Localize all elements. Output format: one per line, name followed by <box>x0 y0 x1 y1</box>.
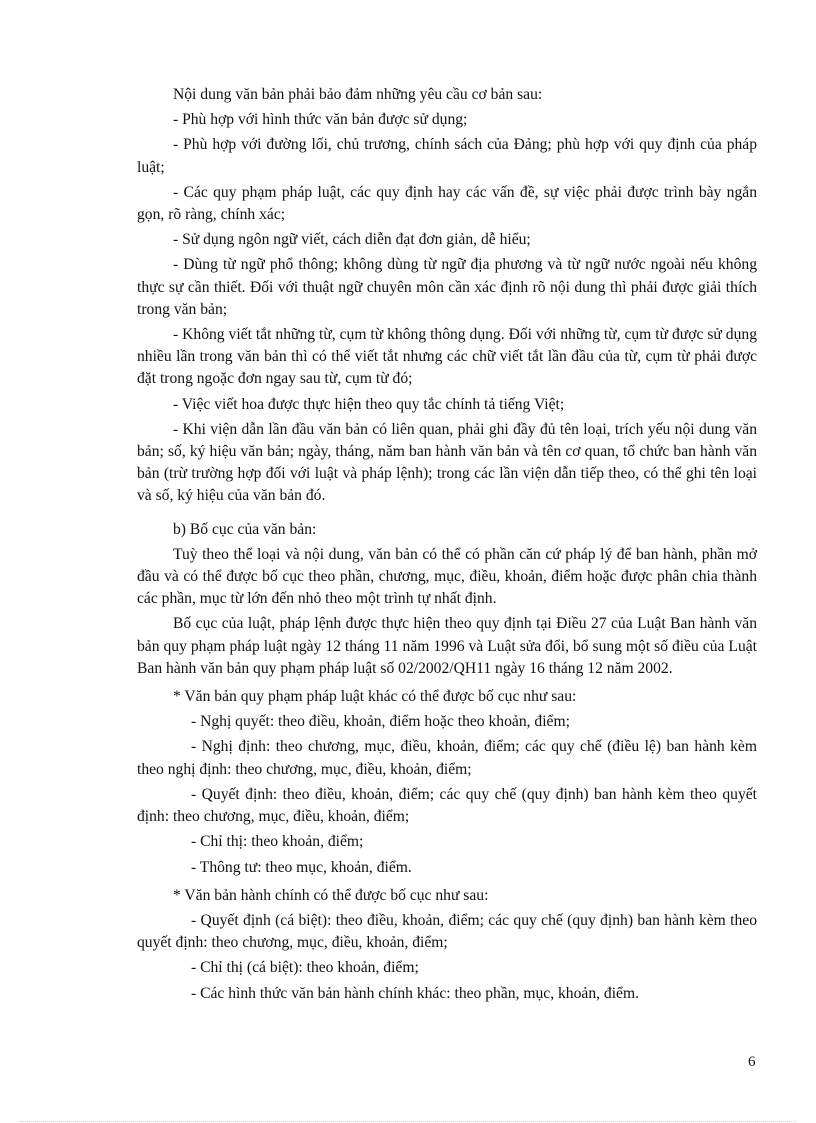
list-item: - Dùng từ ngữ phổ thông; không dùng từ ngữ địa phương và từ ngữ nước ngoài nếu không thực sự cần thiết. Đối với thuật ngữ chuyên môn cần xác định rõ nội dung thì phải được giải thích trong văn bản; <box>137 256 757 318</box>
subsection-heading: * Văn bản hành chính có thể được bố cục như sau: <box>173 886 489 904</box>
list-item: - Không viết tắt những từ, cụm từ không thông dụng. Đối với những từ, cụm từ được sử dụng nhiều lần trong văn bản thì có thể viết tắt nhưng các chữ viết tắt lần đầu của từ, cụm từ phải được đặt trong ngoặc đơn ngay sau từ, cụm từ đó; <box>137 326 757 388</box>
list-item: - Phù hợp với hình thức văn bản được sử dụng; <box>173 111 468 129</box>
list-item: - Nghị định: theo chương, mục, điều, khoản, điểm; các quy chế (điều lệ) ban hành kèm theo nghị định: theo chương, mục, điều, khoản, điểm; <box>137 738 757 778</box>
subsection-heading: * Văn bản quy phạm pháp luật khác có thể được bố cục như sau: <box>173 688 577 706</box>
list-item: - Quyết định: theo điều, khoản, điểm; các quy chế (quy định) ban hành kèm theo quyết định: theo chương, mục, điều, khoản, điểm; <box>137 785 757 826</box>
list-item: - Sử dụng ngôn ngữ viết, cách diễn đạt đơn giản, dễ hiểu; <box>173 231 531 249</box>
list-item: - Chỉ thị: theo khoản, điểm; <box>191 833 364 851</box>
list-item: - Các hình thức văn bản hành chính khác: theo phần, mục, khoản, điểm. <box>191 984 639 1002</box>
list-item: - Chỉ thị (cá biệt): theo khoản, điểm; <box>191 959 419 977</box>
list-item: - Nghị quyết: theo điều, khoản, điểm hoặc theo khoản, điểm; <box>191 713 570 731</box>
paragraph: Bố cục của luật, pháp lệnh được thực hiện theo quy định tại Điều 27 của Luật Ban hành văn bản quy phạm pháp luật ngày 12 tháng 11 năm 1996 và Luật sửa đổi, bổ sung một số điều của Luật Ban hành văn bản quy phạm pháp luật số 02/2002/QH11 ngày 16 tháng 12 năm 2002. <box>137 615 757 677</box>
list-item: - Khi viện dẫn lần đầu văn bản có liên quan, phải ghi đầy đủ tên loại, trích yếu nội dung văn bản; số, ký hiệu văn bản; ngày, tháng, năm ban hành văn bản và tên cơ quan, tổ chức ban hành văn bản (trừ trường hợp đối với luật và pháp lệnh); trong các lần viện dẫn tiếp theo, có thể ghi tên loại và số, ký hiệu của văn bản đó. <box>137 420 757 505</box>
list-item: - Việc viết hoa được thực hiện theo quy tắc chính tả tiếng Việt; <box>173 395 565 413</box>
list-item: - Các quy phạm pháp luật, các quy định hay các vấn đề, sự việc phải được trình bày ngắn gọn, rõ ràng, chính xác; <box>137 183 757 224</box>
page-number: 6 <box>748 1054 756 1070</box>
list-item: - Quyết định (cá biệt): theo điều, khoản, điểm; các quy chế (quy định) ban hành kèm theo quyết định: theo chương, mục, điều, khoản, điểm; <box>137 911 757 952</box>
document-body <box>137 84 757 1008</box>
paragraph: Tuỳ theo thể loại và nội dung, văn bản có thể có phần căn cứ pháp lý để ban hành, phần mở đầu và có thể được bố cục theo phần, chương, mục, điều, khoản, điểm hoặc được phân chia thành các phần, mục từ lớn đến nhỏ theo một trình tự nhất định. <box>137 545 757 608</box>
section-heading: b) Bố cục của văn bản: <box>173 520 317 538</box>
paragraph-intro: Nội dung văn bản phải bảo đảm những yêu cầu cơ bản sau: <box>173 86 543 103</box>
list-item: - Phù hợp với đường lối, chủ trương, chính sách của Đảng; phù hợp với quy định của pháp luật; <box>137 136 757 176</box>
page-bottom-divider <box>20 1121 796 1122</box>
list-item: - Thông tư: theo mục, khoản, điểm. <box>191 858 412 876</box>
